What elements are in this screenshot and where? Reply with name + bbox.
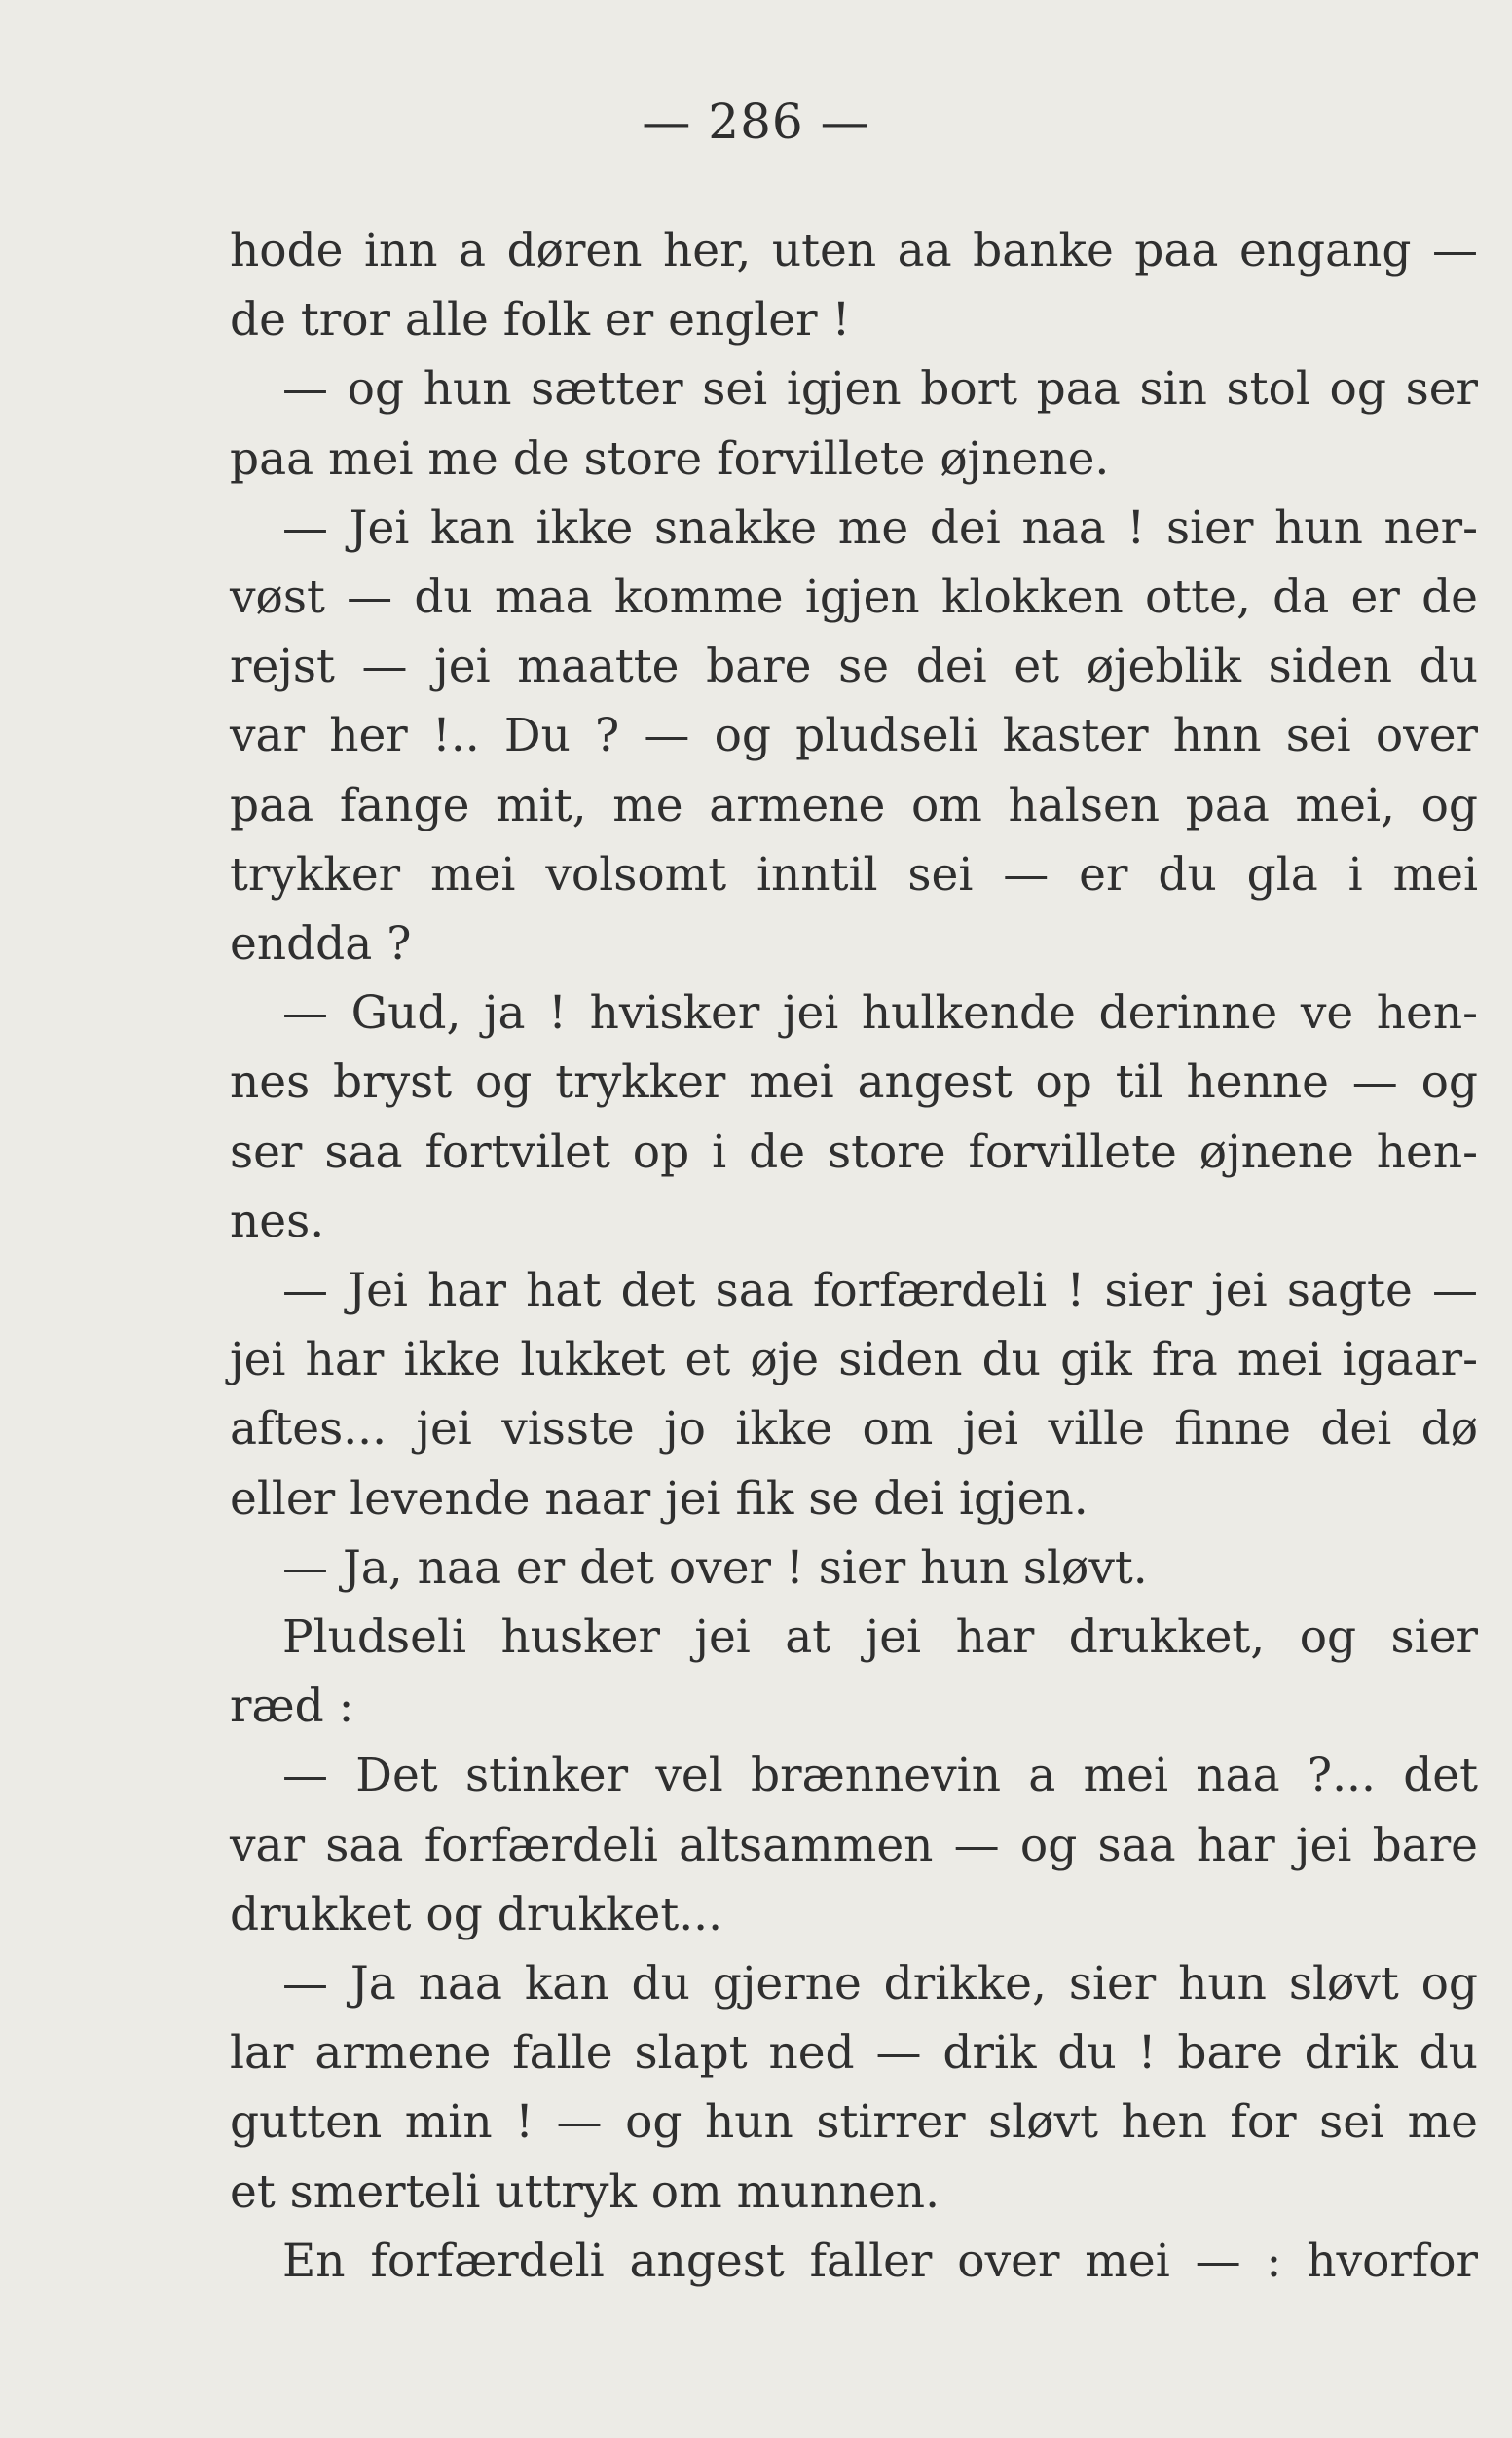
text-line: nes. bbox=[230, 1194, 325, 1248]
text-line: drukket og drukket... bbox=[230, 1887, 723, 1941]
text-line: En forfærdeli angest faller over mei — : hvorfor bbox=[282, 2234, 1478, 2288]
text-line: jei har ikke lukket et øje siden du gik fra mei igaar- bbox=[230, 1333, 1478, 1387]
text-line: ser saa fortvilet op i de store forvillete øjnene hen- bbox=[230, 1125, 1478, 1179]
text-line: paa fange mit, me armene om halsen paa mei, og bbox=[230, 778, 1478, 832]
text-line: — og hun sætter sei igjen bort paa sin stol og ser bbox=[282, 362, 1478, 417]
text-line: endda ? bbox=[230, 917, 412, 971]
text-line: lar armene falle slapt ned — drik du ! bare drik du bbox=[230, 2026, 1478, 2081]
text-line: et smerteli uttryk om munnen. bbox=[230, 2164, 940, 2219]
text-line: paa mei me de store forvillete øjnene. bbox=[230, 431, 1110, 486]
text-line: — Jei har hat det saa forfærdeli ! sier jei sagte — bbox=[282, 1264, 1478, 1317]
text-line: nes bryst og trykker mei angest op til henne — og bbox=[230, 1055, 1478, 1110]
text-line: rejst — jei maatte bare se dei et øjeblik siden du bbox=[230, 640, 1478, 694]
text-line: aftes... jei visste jo ikke om jei ville finne dei dø bbox=[230, 1402, 1478, 1457]
text-line: hode inn a døren her, uten aa banke paa engang — bbox=[230, 224, 1478, 277]
text-line: — Gud, ja ! hvisker jei hulkende derinne ve hen- bbox=[282, 986, 1478, 1041]
text-line: vøst — du maa komme igjen klokken otte, da er de bbox=[230, 571, 1478, 624]
text-line: — Ja naa kan du gjerne drikke, sier hun sløvt og bbox=[282, 1957, 1478, 2011]
text-line: — Jei kan ikke snakke me dei naa ! sier hun ner- bbox=[282, 500, 1478, 555]
text-line: de tror alle folk er engler ! bbox=[230, 293, 851, 348]
page-number: — 286 — bbox=[642, 93, 870, 150]
text-line: Pludseli husker jei at jei har drukket, og sier bbox=[282, 1610, 1478, 1664]
text-line: — Ja, naa er det over ! sier hun sløvt. bbox=[282, 1540, 1148, 1595]
text-line: ræd : bbox=[230, 1680, 354, 1734]
text-line: gutten min ! — og hun stirrer sløvt hen for sei me bbox=[230, 2095, 1478, 2150]
text-line: — Det stinker vel brænnevin a mei naa ?... det bbox=[282, 1749, 1478, 1803]
text-line: eller levende naar jei fik se dei igjen. bbox=[230, 1471, 1088, 1526]
text-line: trykker mei volsomt inntil sei — er du gla i mei bbox=[230, 847, 1478, 902]
text-line: var her !.. Du ? — og pludseli kaster hnn sei over bbox=[230, 709, 1478, 763]
text-line: var saa forfærdeli altsammen — og saa har jei bare bbox=[230, 1818, 1478, 1872]
